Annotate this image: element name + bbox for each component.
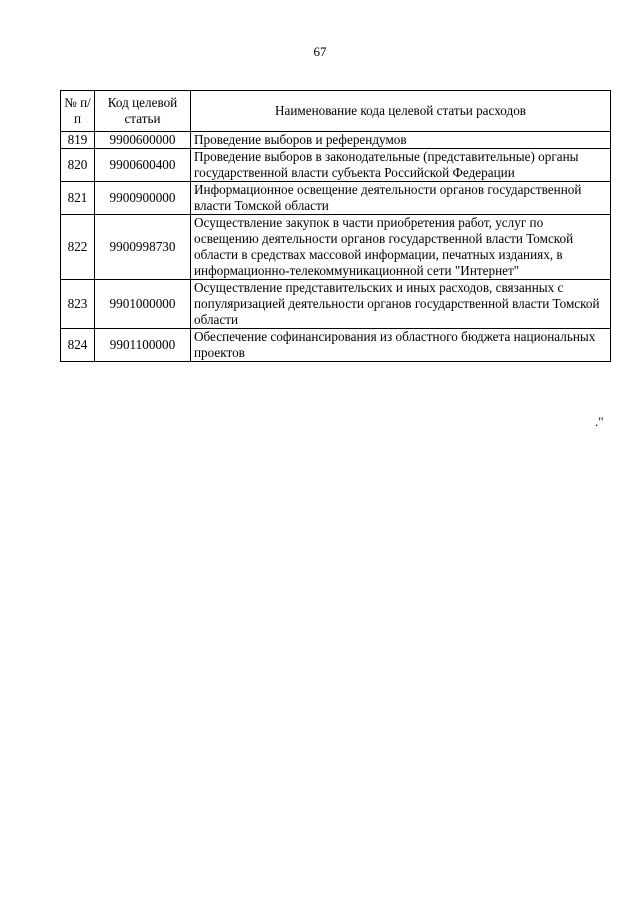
row-code: 9900998730 [95,215,191,280]
row-code: 9900600000 [95,132,191,149]
header-name: Наименование кода целевой статьи расходов [191,91,611,132]
row-num: 822 [61,215,95,280]
header-code: Код целевой статьи [95,91,191,132]
row-num: 824 [61,329,95,362]
row-code: 9901000000 [95,280,191,329]
row-name: Информационное освещение деятельности органов государственной власти Томской области [191,182,611,215]
table-row [61,215,611,280]
table-row [61,132,611,149]
page-number: 67 [313,44,327,59]
table-header-row [61,91,611,132]
table-row [61,182,611,215]
row-code: 9900600400 [95,149,191,182]
row-name: Осуществление закупок в части приобретения работ, услуг по освещению деятельности органов государственной власти Томской области в средствах массовой информации, печатных изданиях, в информационно-телекоммуникационной сети "Интернет" [191,215,611,280]
budget-code-table [60,90,611,362]
row-name: Проведение выборов и референдумов [191,132,611,149]
row-name: Проведение выборов в законодательные (представительные) органы государственной власти субъекта Российской Федерации [191,149,611,182]
row-num: 820 [61,149,95,182]
row-num: 823 [61,280,95,329]
table-row [61,149,611,182]
row-name: Осуществление представительских и иных расходов, связанных с популяризацией деятельности органов государственной власти Томской области [191,280,611,329]
header-num: № п/п [61,91,95,132]
row-num: 821 [61,182,95,215]
row-name: Обеспечение софинансирования из областного бюджета национальных проектов [191,329,611,362]
closing-quote-mark: ." [595,414,604,429]
table-row [61,329,611,362]
row-code: 9901100000 [95,329,191,362]
row-code: 9900900000 [95,182,191,215]
table-row [61,280,611,329]
row-num: 819 [61,132,95,149]
